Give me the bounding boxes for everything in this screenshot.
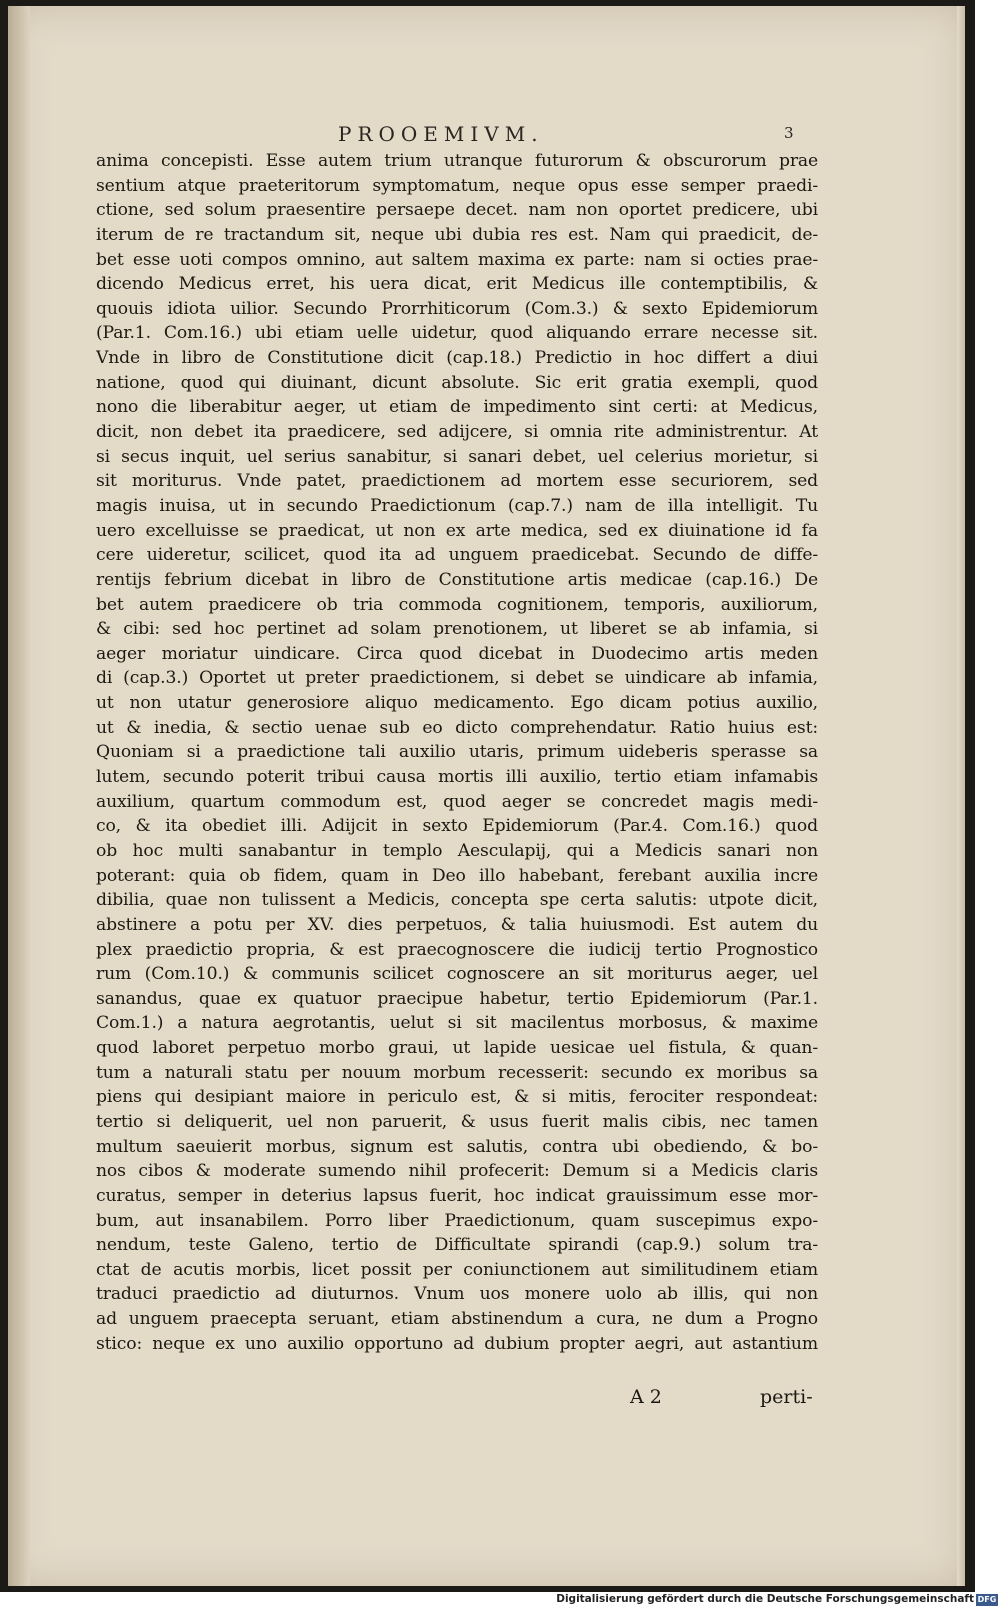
text-line: sanandus, quae ex quatuor praecipue habetur, tertio Epidemiorum (Par.1. [96,988,818,1009]
text-line: ctat de acutis morbis, licet possit per coniunctionem aut similitudinem etiam [96,1259,818,1280]
book-page [8,6,965,1586]
footer-credit: Digitalisierung gefördert durch die Deutsche Forschungsgemeinschaft [556,1593,974,1605]
text-line: natione, quod qui diuinant, dicunt absolute. Sic erit gratia exempli, quod [96,372,818,393]
text-line: traduci praedictio ad diuturnos. Vnum uos monere uolo ab illis, qui non [96,1284,818,1305]
text-line: Com.1.) a natura aegrotantis, uelut si sit macilentus morbosus, & maxime [96,1013,818,1034]
text-line: dicit, non debet ita praedicere, sed adijcere, si omnia rite administrentur. At [96,422,818,443]
text-line: nono die liberabitur aeger, ut etiam de impedimento sint certi: at Medicus, [96,397,818,418]
text-line: iterum de re tractandum sit, neque ubi dubia res est. Nam qui praedicit, de- [96,224,818,245]
text-line: bet autem praedicere ob tria commoda cognitionem, temporis, auxiliorum, [96,594,818,615]
text-line: tum a naturali statu per nouum morbum recesserit: secundo ex moribus sa [96,1062,818,1083]
text-line: cere uideretur, scilicet, quod ita ad unguem praedicebat. Secundo de diffe- [96,545,818,566]
text-line: sit moriturus. Vnde patet, praedictionem ad mortem esse securiorem, sed [96,471,818,492]
text-line: poterant: quia ob fidem, quam in Deo illo habebant, ferebant auxilia incre [96,865,818,886]
text-line: Quoniam si a praedictione tali auxilio utaris, primum uideberis sperasse sa [96,742,818,763]
running-title: PROOEMIVM. [338,122,544,146]
text-line: rum (Com.10.) & communis scilicet cognoscere an sit moriturus aeger, uel [96,964,818,985]
text-line: ad unguem praecepta seruant, etiam abstinendum a cura, ne dum a Progno [96,1309,818,1330]
text-line: plex praedictio propria, & est praecognoscere die iudicij tertio Prognostico [96,939,818,960]
digitization-footer [0,1592,1000,1609]
text-line: multum saeuierit morbus, signum est salutis, contra ubi obediendo, & bo- [96,1136,818,1157]
text-line: magis inuisa, ut in secundo Praedictionum (cap.7.) nam de illa intelligit. Tu [96,495,818,516]
text-line: sentium atque praeteritorum symptomatum, neque opus esse semper praedi- [96,175,818,196]
text-line: piens qui desipiant maiore in periculo est, & si mitis, ferociter respondeat: [96,1087,818,1108]
text-line: quouis idiota uilior. Secundo Prorrhiticorum (Com.3.) & sexto Epidemiorum [96,298,818,319]
text-line: nos cibos & moderate sumendo nihil profecerit: Demum si a Medicis claris [96,1161,818,1182]
text-line: dicendo Medicus erret, his uera dicat, erit Medicus ille contemptibilis, & [96,274,818,295]
text-line: bum, aut insanabilem. Porro liber Praedictionum, quam suscepimus expo- [96,1210,818,1231]
signature-mark: A 2 [630,1386,662,1408]
catchword: perti- [760,1386,813,1408]
text-line: co, & ita obediet illi. Adijcit in sexto Epidemiorum (Par.4. Com.16.) quod [96,816,818,837]
text-line: tertio si deliquerit, uel non paruerit, & usus fuerit malis cibis, nec tamen [96,1111,818,1132]
page-edge [957,6,965,1586]
text-line: nendum, teste Galeno, tertio de Difficultate spirandi (cap.9.) solum tra- [96,1235,818,1256]
text-line: anima concepisti. Esse autem trium utranque futurorum & obscurorum prae [96,151,818,171]
body-text [96,149,818,1356]
text-line: lutem, secundo poterit tribui causa mortis illi auxilio, tertio etiam infamabis [96,767,818,788]
text-line: Vnde in libro de Constitutione dicit (cap.18.) Predictio in hoc differt a diui [96,348,818,369]
text-line: auxilium, quartum commodum est, quod aeger se concredet magis medi- [96,791,818,812]
text-line: aeger moriatur uindicare. Circa quod dicebat in Duodecimo artis meden [96,643,818,664]
text-line: dibilia, quae non tulissent a Medicis, concepta spe certa salutis: utpote dicit, [96,890,818,911]
text-line: quod laboret perpetuo morbo graui, ut lapide uesicae uel fistula, & quan- [96,1038,818,1059]
text-line: stico: neque ex uno auxilio opportuno ad dubium propter aegri, aut astantium [96,1333,818,1354]
text-line: bet esse uoti compos omnino, aut saltem maxima ex parte: nam si octies prae- [96,249,818,270]
text-line: uero excelluisse se praedicat, ut non ex arte medica, sed ex diuinatione id fa [96,520,818,541]
text-line: & cibi: sed hoc pertinet ad solam prenotionem, ut liberet se ab infamia, si [96,619,818,640]
text-line: ut & inedia, & sectio uenae sub eo dicto comprehendatur. Ratio huius est: [96,717,818,738]
page-number: 3 [784,124,794,142]
text-line: di (cap.3.) Oportet ut preter praedictionem, si debet se uindicare ab infamia, [96,668,818,689]
text-line: abstinere a potu per XV. dies perpetuos, & talia huiusmodi. Est autem du [96,914,818,935]
text-line: ctione, sed solum praesentire persaepe decet. nam non oportet predicere, ubi [96,200,818,221]
text-line: rentijs febrium dicebat in libro de Constitutione artis medicae (cap.16.) De [96,569,818,590]
page-gutter [8,6,30,1586]
text-line: si secus inquit, uel serius sanabitur, si sanari debet, uel celerius morietur, si [96,446,818,467]
text-line: ut non utatur generosiore aliquo medicamento. Ego dicam potius auxilio, [96,693,818,714]
text-line: ob hoc multi sanabantur in templo Aesculapij, qui a Medicis sanari non [96,840,818,861]
text-line: curatus, semper in deterius lapsus fuerit, hoc indicat grauissimum esse mor- [96,1185,818,1206]
text-line: (Par.1. Com.16.) ubi etiam uelle uidetur, quod aliquando errare necesse sit. [96,323,818,344]
dfg-logo-icon: DFG [977,1595,997,1604]
